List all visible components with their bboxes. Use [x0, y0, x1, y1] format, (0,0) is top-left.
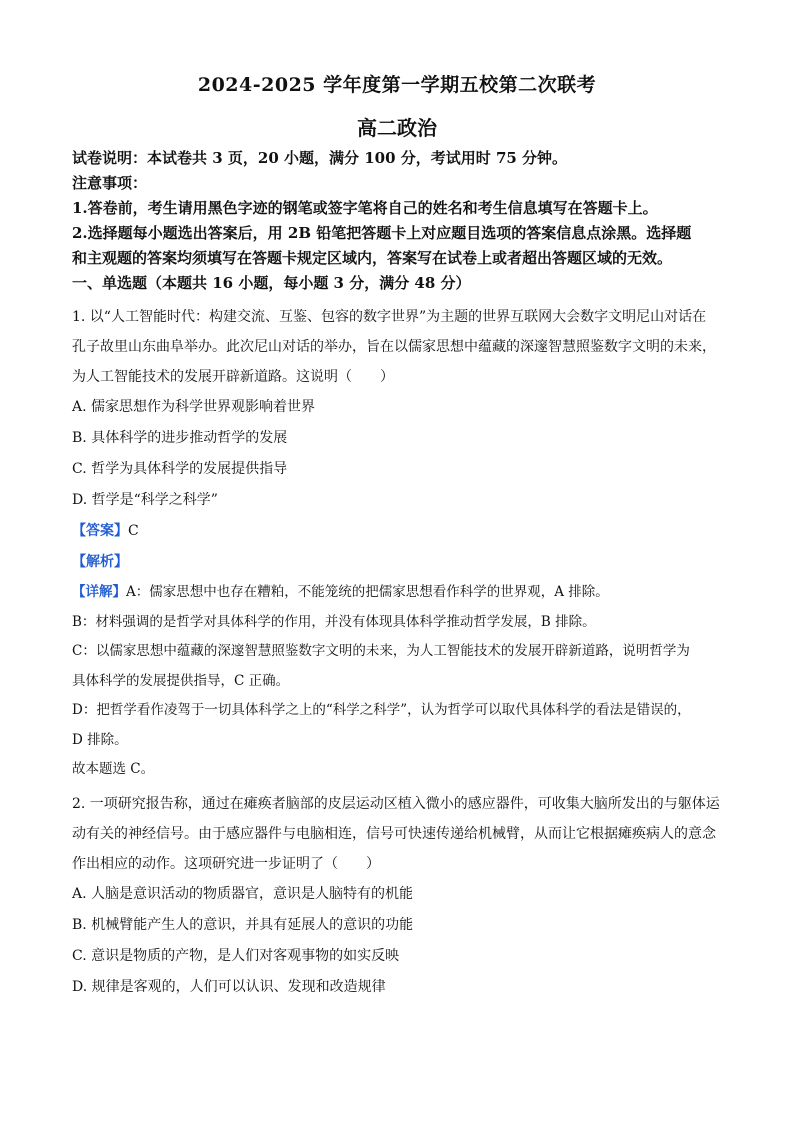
answer-value: C	[128, 523, 139, 539]
instruction-item-1: 1.答卷前，考生请用黑色字迹的钢笔或签字笔将自己的姓名和考生信息填写在答题卡上。	[72, 199, 658, 217]
question-1-line-3: 为人工智能技术的发展开辟新道路。这说明（ ）	[72, 369, 394, 385]
question-2-option-c: C. 意识是物质的产物，是人们对客观事物的如实反映	[72, 947, 400, 964]
question-2	[72, 789, 732, 1003]
question-2-option-d: D. 规律是客观的，人们可以认识、发现和改造规律	[72, 978, 386, 995]
question-1-option-b: B. 具体科学的进步推动哲学的发展	[72, 430, 288, 446]
question-1-option-c: C. 哲学为具体科学的发展提供指导	[72, 461, 288, 477]
question-2-line-2: 动有关的神经信号。由于感应器件与电脑相连，信号可快速传递给机械臂，从而让它根据瘫痪病人的意念	[72, 825, 716, 842]
question-2-line-1: 2. 一项研究报告称，通过在瘫痪者脑部的皮层运动区植入微小的感应器件，可收集大脑所发出的与躯体运	[72, 795, 720, 812]
exam-body	[72, 146, 732, 1003]
question-2-option-a: A. 人脑是意识活动的物质器官，意识是人脑特有的机能	[72, 885, 414, 902]
question-2-line-3: 作出相应的动作。这项研究进一步证明了（ ）	[72, 855, 380, 872]
explanation-d-line-1: D：把哲学看作凌驾于一切具体科学之上的“科学之科学”，认为哲学可以取代具体科学的看法是错误的，	[72, 702, 691, 718]
exam-title: 2024-2025 学年度第一学期五校第二次联考	[197, 74, 597, 96]
question-1-line-1: 1. 以“人工智能时代：构建交流、互鉴、包容的数字世界”为主题的世界互联网大会数字文明尼山对话在	[72, 309, 707, 325]
question-1-option-d: D. 哲学是“科学之科学”	[72, 492, 218, 508]
instruction-item-2-line-1: 2.选择题每小题选出答案后，用 2B 铅笔把答题卡上对应题目选项的答案信息点涂黑。选择题	[72, 224, 692, 242]
analysis-tag: 【解析】	[72, 554, 128, 570]
question-1-option-a: A. 儒家思想作为科学世界观影响着世界	[72, 399, 316, 415]
question-2-option-b: B. 机械臂能产生人的意识，并具有延展人的意识的功能	[72, 916, 414, 933]
explanation-d-line-2: D 排除。	[72, 731, 128, 748]
exam-note: 试卷说明：本试卷共 3 页，20 小题，满分 100 分，考试用时 75 分钟。	[72, 149, 568, 167]
instruction-item-2-line-2: 和主观题的答案均须填写在答题卡规定区域内，答案写在试卷上或者超出答题区域的无效。	[72, 249, 673, 267]
attention-heading: 注意事项：	[72, 174, 148, 192]
explanation-c-line-2: 具体科学的发展提供指导，C 正确。	[72, 672, 290, 689]
section-heading: 一、单选题（本题共 16 小题，每小题 3 分，满分 48 分）	[72, 274, 471, 292]
explanation-b: B：材料强调的是哲学对具体科学的作用，并没有体现具体科学推动哲学发展，B 排除。	[72, 613, 596, 630]
explanation-c-line-1: C：以儒家思想中蕴藏的深邃智慧照鉴数字文明的未来，为人工智能技术的发展开辟新道路，说明哲学为	[72, 643, 690, 659]
detail-tag: 【详解】	[72, 584, 126, 600]
explanation-a	[72, 578, 732, 608]
answer-tag: 【答案】	[72, 523, 128, 539]
answer-line	[72, 516, 732, 547]
question-1-line-2: 孔子故里山东曲阜举办。此次尼山对话的举办，旨在以儒家思想中蕴藏的深邃智慧照鉴数字文明的未来，	[72, 339, 716, 355]
question-1	[72, 302, 732, 785]
subject-title: 高二政治	[357, 116, 437, 140]
explanation-a-text: A：儒家思想中也存在糟粕，不能笼统的把儒家思想看作科学的世界观，A 排除。	[126, 584, 609, 600]
analysis-line	[72, 547, 732, 578]
conclusion: 故本题选 C。	[72, 761, 155, 777]
